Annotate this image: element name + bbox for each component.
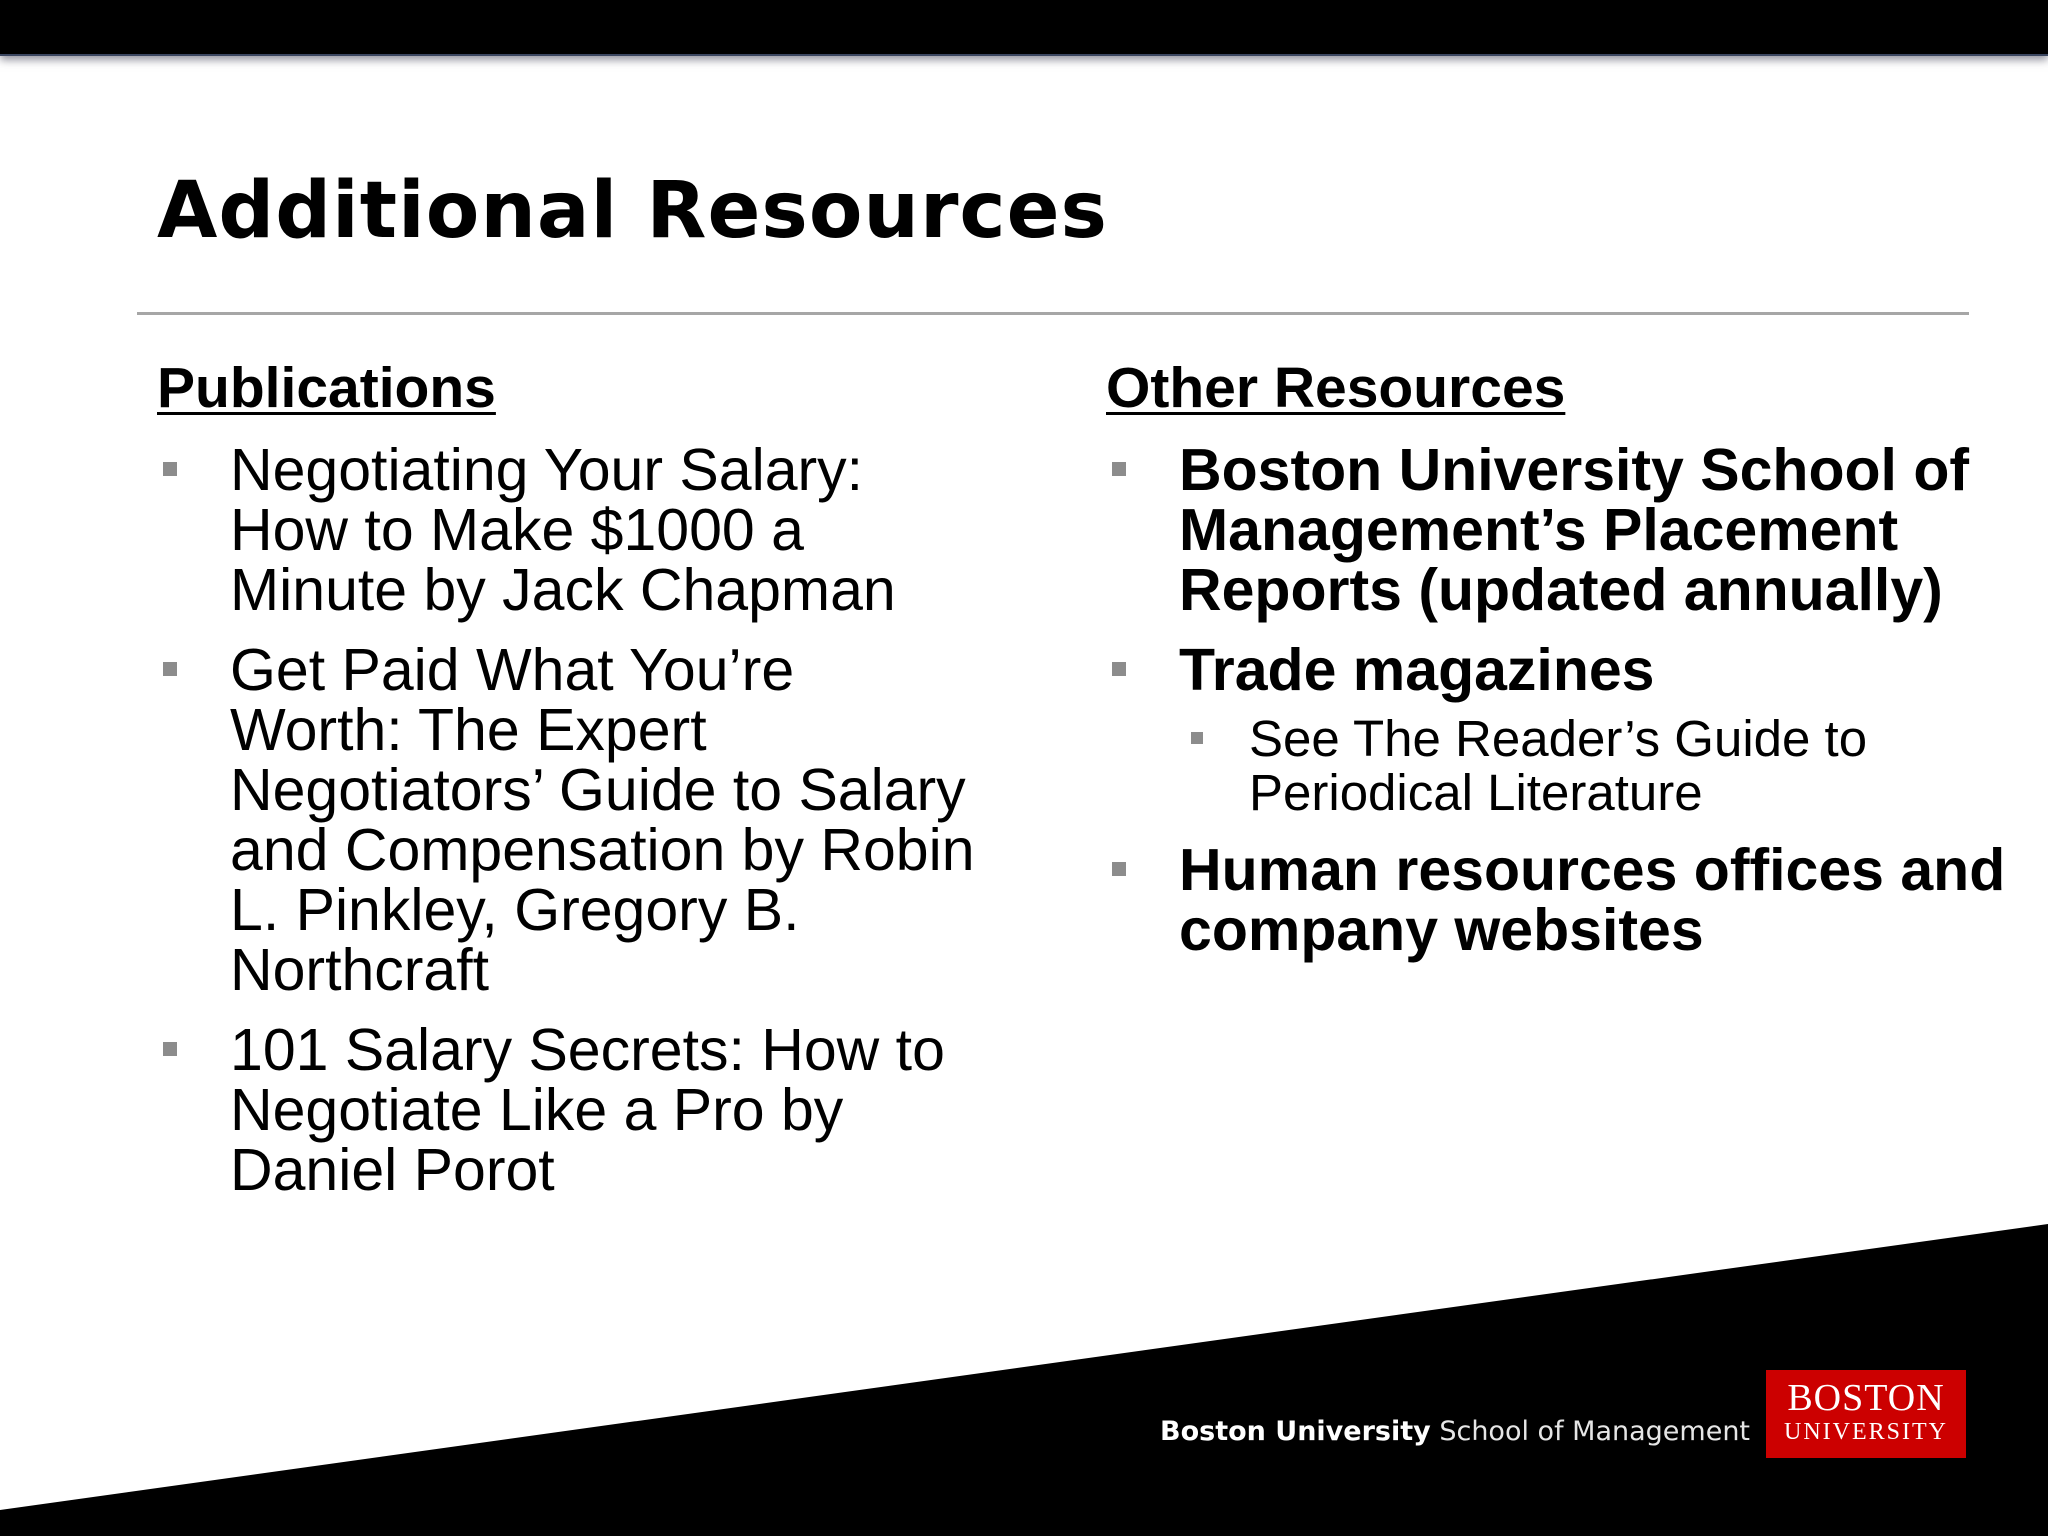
list-item-text: Trade magazines <box>1179 636 1655 703</box>
footer-school-name <box>1160 1416 1750 1447</box>
logo-line-university: UNIVERSITY <box>1784 1419 1948 1445</box>
publications-heading: Publications <box>157 356 496 420</box>
list-item-text: Human resources offices and company websites <box>1179 836 2006 963</box>
list-item-text: 101 Salary Secrets: How to Negotiate Like a Pro by Daniel Porot <box>230 1016 945 1203</box>
slide-title: Additional Resources <box>157 166 1108 256</box>
list-item-text: Boston University School of Management’s Placement Reports (updated annually) <box>1179 436 1970 623</box>
sub-list-item-text: See The Reader’s Guide to Periodical Literature <box>1249 709 1868 821</box>
logo-line-boston: BOSTON <box>1787 1377 1945 1419</box>
list-item-text: Get Paid What You’re Worth: The Expert Negotiators’ Guide to Salary and Compensation by Robin L. Pinkley, Gregory B. Northcraft <box>230 636 975 1003</box>
other-resources-heading: Other Resources <box>1106 356 1566 420</box>
list-item-text: Negotiating Your Salary: How to Make $1000 a Minute by Jack Chapman <box>230 436 896 623</box>
boston-university-logo <box>1766 1370 1966 1458</box>
footer-university: Boston University <box>1160 1416 1431 1447</box>
footer-school: School of Management <box>1430 1416 1751 1447</box>
